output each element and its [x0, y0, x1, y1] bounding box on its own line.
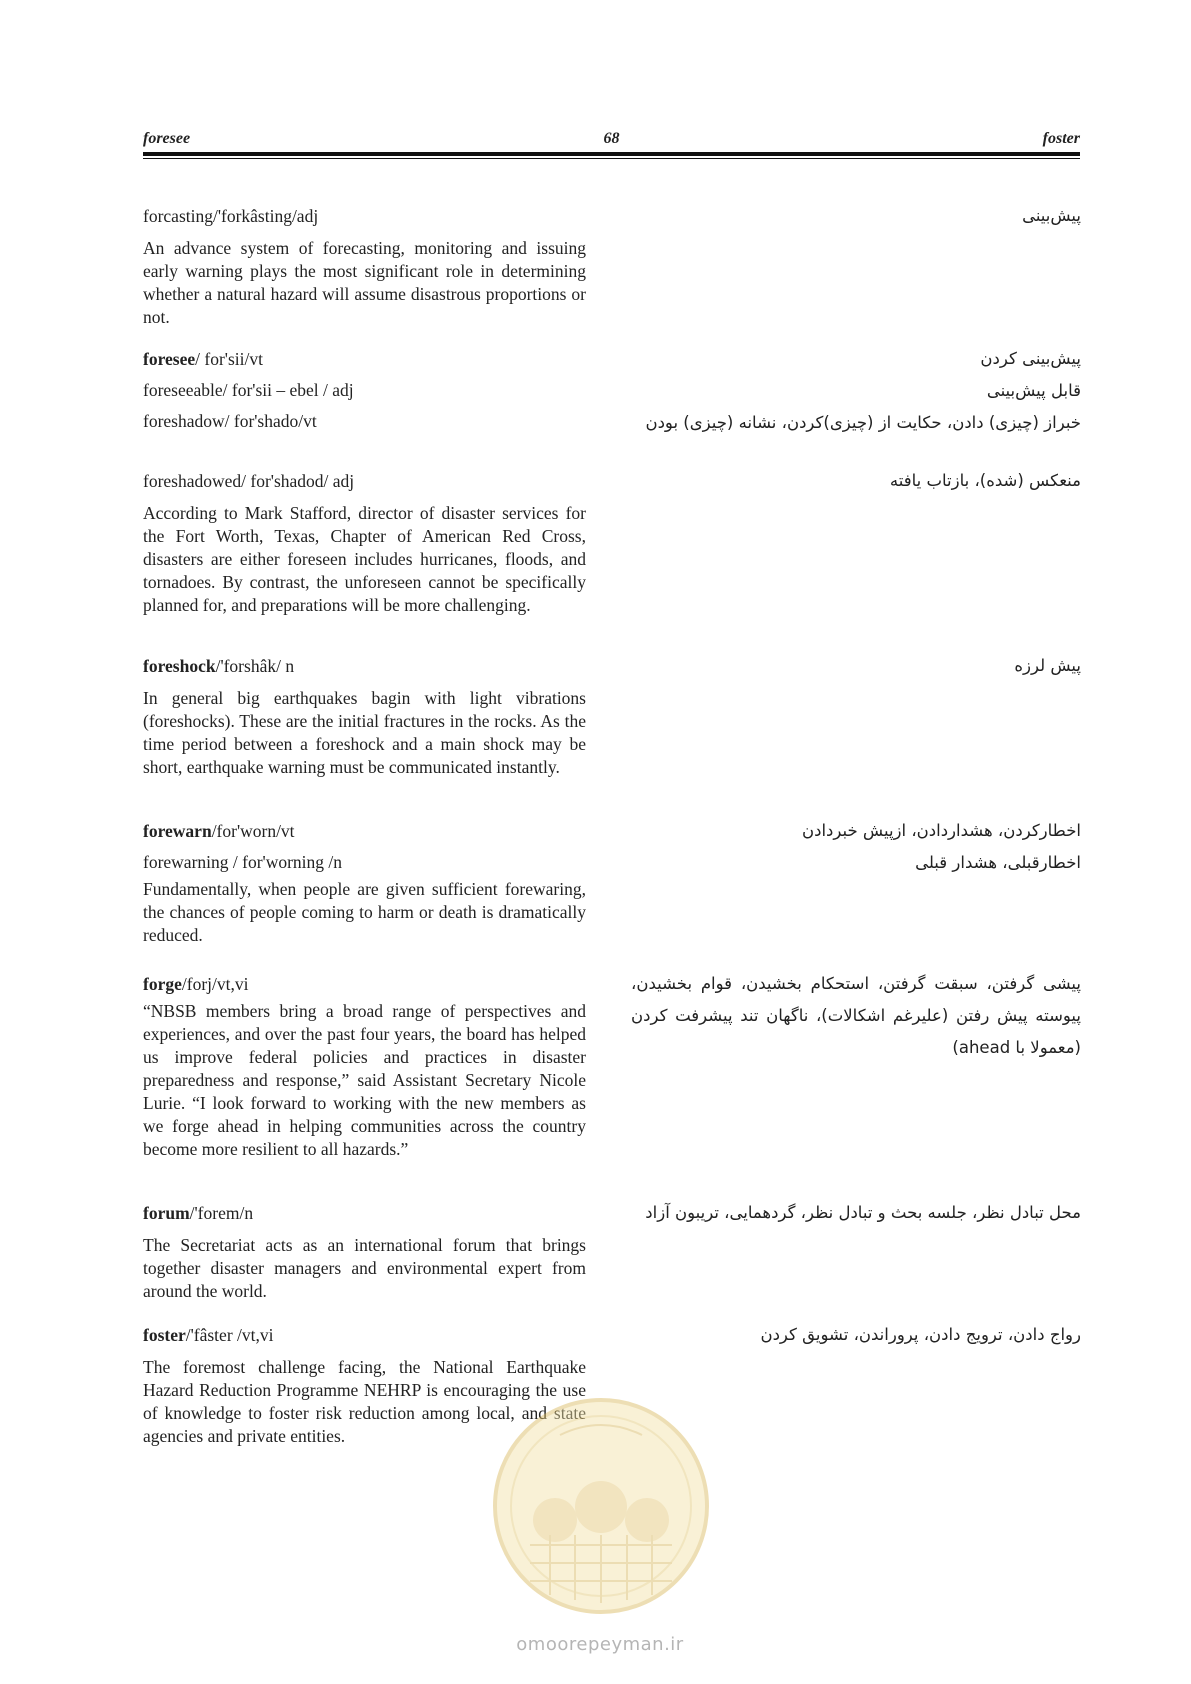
translation-line: منعکس (شده)، بازتاب یافته [889, 471, 1081, 490]
headword-line: foresee/ for'sii/vt [143, 349, 263, 369]
translation-line: محل تبادل نظر، جلسه بحث و تبادل نظر، گردهمایی، تریبون آزاد [645, 1203, 1081, 1222]
example-text: An advance system of forecasting, monitoring and issuing early warning plays the most significant role in determining whether a natural hazard will assume disastrous proportions or not. [143, 238, 586, 327]
entry-forewarn-en [143, 820, 586, 947]
entry-foreshadowed-fa [631, 465, 1081, 497]
example-text: Fundamentally, when people are given sufficient forewaring, the chances of people coming to harm or death is dramatically reduced. [143, 879, 586, 945]
entry-forum-en [143, 1202, 586, 1303]
watermark-site-text: omoorepeyman.ir [516, 1634, 684, 1655]
header-left-guide-word: foresee [143, 130, 191, 147]
translation-line: پیشی گرفتن، سبقت گرفتن، استحکام بخشیدن، قوام بخشیدن، پیوسته پیش رفتن (علیرغم اشکالات)، ناگهان تند پیشرفت کردن (معمولا با ahead) [631, 974, 1081, 1057]
headword-line: foreshadowed/ for'shadod/ adj [143, 471, 355, 491]
translation-line: پیش لرزه [1014, 656, 1081, 675]
headword-line: forge/forj/vt,vi [143, 974, 249, 994]
entry-forge-fa [631, 968, 1081, 1064]
entry-foresee-fa [631, 343, 1081, 439]
headword-line: forewarn/for'worn/vt [143, 821, 295, 841]
header-rule-thick [143, 152, 1080, 156]
headword-line: foreseeable/ for'sii – ebel / adj [143, 380, 354, 400]
entry-forcasting-fa [631, 200, 1081, 232]
headword-line: foster/'fâster /vt,vi [143, 1325, 274, 1345]
translation-line: خبراز (چیزی) دادن، حکایت از (چیزی)کردن، نشانه (چیزی) بودن [645, 413, 1081, 432]
translation-line: اخطارقبلی، هشدار قبلی [915, 853, 1081, 872]
example-text: According to Mark Stafford, director of disaster services for the Fort Worth, Texas, Chapter of American Red Cross, disasters are either foreseen includes hurricanes, floods, and tornadoes. By contrast, the unforeseen cannot be specifically planned for, and preparations will be more challenging. [143, 503, 586, 615]
entry-foresee-en [143, 348, 586, 433]
headword-line: forewarning / for'worning /n [143, 852, 343, 872]
entry-foster-fa [631, 1319, 1081, 1351]
headword-line: forum/'forem/n [143, 1203, 254, 1223]
headword-line: forcasting/'forkâsting/adj [143, 206, 319, 226]
entry-foreshadowed-en [143, 470, 586, 617]
example-text: The foremost challenge facing, the National Earthquake Hazard Reduction Programme NEHRP is encouraging the use of knowledge to foster risk reduction among local, and state agencies and private entities. [143, 1357, 586, 1446]
entry-forge-en [143, 973, 586, 1161]
entry-forcasting-en [143, 205, 586, 329]
example-text: In general big earthquakes bagin with light vibrations (foreshocks). These are the initial fractures in the rocks. As the time period between a foreshock and a main shock may be short, earthquake warning must be communicated instantly. [143, 688, 586, 777]
headword-line: foreshadow/ for'shado/vt [143, 411, 317, 431]
translation-line: قابل پیش‌بینی [986, 381, 1081, 400]
header-right-guide-word: foster [1042, 130, 1080, 147]
page-header [143, 128, 1080, 158]
seal-logo-icon [490, 1395, 712, 1617]
example-text: “NBSB members bring a broad range of perspectives and experiences, and over the past four years, the board has helped us improve federal policies and practices in disaster preparedness and response,” said Assistant Secretary Nicole Lurie. “I look forward to working with the new members as we forge ahead in helping communities across the country become more resilient to all hazards.” [143, 1001, 586, 1159]
entry-forum-fa [631, 1197, 1081, 1229]
example-text: The Secretariat acts as an international forum that brings together disaster managers and environmental expert from around the world. [143, 1235, 586, 1301]
translation-line: اخطارکردن، هشداردادن، ازپیش خبردادن [802, 821, 1081, 840]
headword-line: foreshock/'forshâk/ n [143, 656, 295, 676]
translation-line: پیش‌بینی [1022, 206, 1081, 225]
entry-forewarn-fa [631, 815, 1081, 879]
translation-line: رواج دادن، ترویج دادن، پروراندن، تشویق کردن [760, 1325, 1081, 1344]
translation-line: پیش‌بینی کردن [980, 349, 1081, 368]
entry-foreshock-en [143, 655, 586, 779]
entry-foreshock-fa [631, 650, 1081, 682]
page-number: 68 [603, 130, 620, 147]
header-rule-thin [143, 158, 1080, 159]
